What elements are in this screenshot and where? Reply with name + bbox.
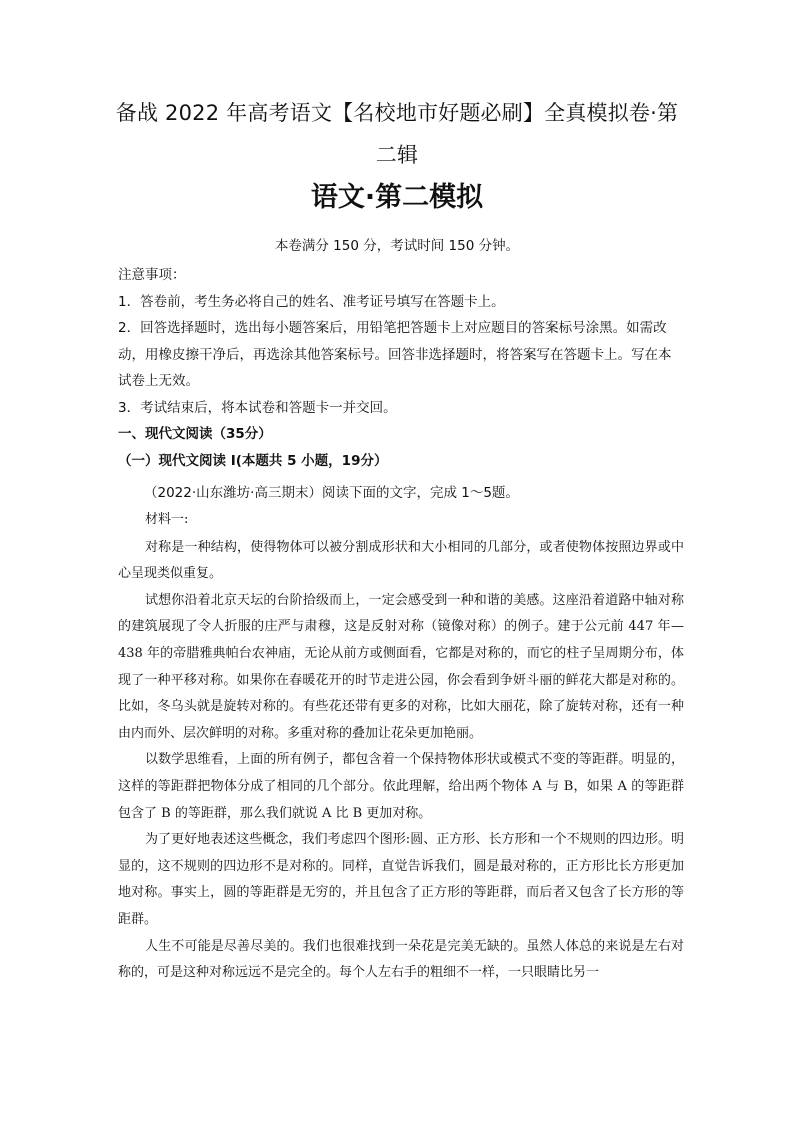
notice-item: 1．答卷前，考生务必将自己的姓名、准考证号填写在答题卡上。	[118, 293, 505, 310]
section-heading: 一、现代文阅读（35分）	[118, 426, 272, 442]
notice-label: 注意事项：	[118, 267, 186, 283]
section-subheading: （一）现代文阅读 I(本题共 5 小题，19分）	[118, 452, 388, 469]
reading-passage	[118, 507, 684, 987]
document-title: 备战 2022 年高考语文【名校地市好题必刷】全真模拟卷·第二辑	[115, 101, 679, 167]
exam-note: 本卷满分 150 分，考试时间 150 分钟。	[274, 238, 520, 254]
source-text: （2022·山东潍坊·高三期末）阅读下面的文字，完成 1～5题。	[144, 485, 519, 501]
question-source	[118, 480, 684, 506]
exam-subtitle: 语文·第二模拟	[310, 182, 484, 213]
passage-paragraph: 试想你沿着北京天坛的台阶拾级而上，一定会感受到一种和谐的美感。这座沿着道路中轴对称的建筑展现了令人折服的庄严与肃穆，这是反射对称（镜像对称）的例子。建于公元前 447 年—438 年的帝腊雅典帕台农神庙，无论从前方或侧面看，它都是对称的，而它的柱子呈周期分布，体现了一种平移对称。如果你在春暖花开的时节走进公园，你会看到争妍斗丽的鲜花大都是对称的。比如，冬乌头就是旋转对称的。有些花还带有更多的对称，比如大丽花，除了旋转对称，还有一种由内而外、层次鲜明的对称。多重对称的叠加让花朵更加艳丽。	[118, 592, 684, 741]
passage-paragraph: 以数学思维看，上面的所有例子，都包含着一个保持物体形状或模式不变的等距群。明显的，这样的等距群把物体分成了相同的几个部分。依此理解，给出两个物体 A 与 B，如果 A 的等距群包含了 B 的等距群，那么我们就说 A 比 B 更加对称。	[118, 752, 684, 821]
notice-item: 3．考试结束后，将本试卷和答题卡一并交回。	[118, 399, 397, 416]
passage-paragraph: 为了更好地表述这些概念，我们考虑四个图形:圆、正方形、长方形和一个不规则的四边形。明显的，这不规则的四边形不是对称的。同样，直觉告诉我们，圆是最对称的，正方形比长方形更加地对称。事实上，圆的等距群是无穷的，并且包含了正方形的等距群，而后者又包含了长方形的等距群。	[118, 832, 684, 927]
passage-paragraph: 对称是一种结构，使得物体可以被分割成形状和大小相同的几部分，或者使物体按照边界或中心呈现类似重复。	[118, 539, 684, 582]
passage-paragraph: 人生不可能是尽善尽美的。我们也很难找到一朵花是完美无缺的。虽然人体总的来说是左右对称的，可是这种对称远远不是完全的。每个人左右手的粗细不一样，一只眼睛比另一	[118, 938, 684, 981]
notice-item: 2．回答选择题时，选出每小题答案后，用铅笔把答题卡上对应题目的答案标号涂黑。如需改动，用橡皮擦干净后，再选涂其他答案标号。回答非选择题时，将答案写在答题卡上。写在本试卷上无效。	[118, 320, 672, 389]
notice-block	[118, 262, 684, 474]
material-label: 材料一:	[145, 512, 189, 527]
